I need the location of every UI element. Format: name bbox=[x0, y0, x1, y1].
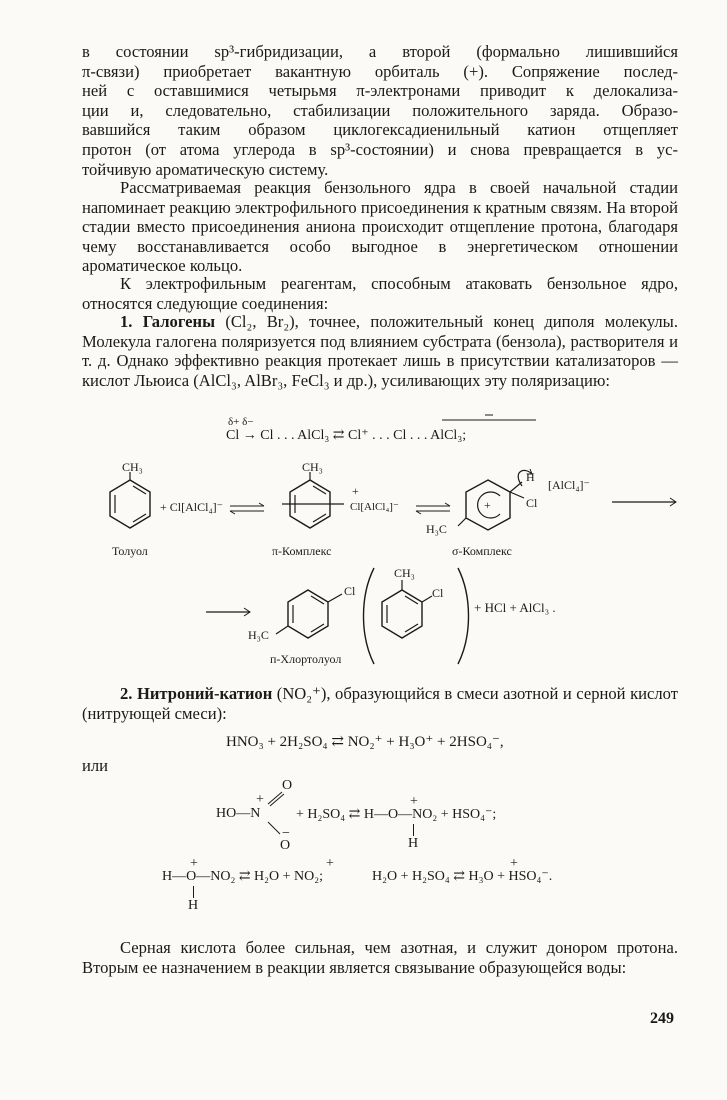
pi-ch3-label: CH₃ bbox=[302, 460, 323, 474]
item-2-text: (NO₂⁺), образующийся в смеси азотной и серной кислот (нитрующей смеси): bbox=[82, 684, 678, 723]
paragraph-3: К электрофильным реагентам, способным атаковать бензольное ядро, относятся следующие соединения: bbox=[82, 274, 678, 313]
toluene-reagent: + Cl[AlCl₄]⁻ bbox=[160, 500, 223, 514]
toluene-label: Толуол bbox=[112, 544, 148, 558]
sigma-h-label: H bbox=[526, 470, 535, 484]
nitro-top-o: O bbox=[282, 778, 293, 793]
pi-plus: + bbox=[352, 484, 359, 498]
water-protonation-equation: H₂O + H₂SO₄ ⇄ H₃O + HSO₄⁻. bbox=[372, 869, 553, 884]
decomp-plus-no2: + bbox=[326, 856, 334, 871]
pi-complex-label: π-Комплекс bbox=[272, 544, 332, 558]
page-number: 249 bbox=[650, 1010, 674, 1027]
decomp-bond bbox=[193, 886, 194, 898]
sigma-alcl4-label: [AlCl₄]⁻ bbox=[548, 478, 590, 492]
decomposition-equation: H—O—NO₂ ⇄ H₂O + NO₂; bbox=[162, 869, 324, 884]
p-chlorotoluene-structure bbox=[262, 572, 352, 652]
o-chlorotoluene-structure bbox=[372, 572, 452, 652]
paragraph-2: Рассматриваемая реакция бензольного ядра в своей начальной стадии напоминает реакцию электрофильного присоединения к кратным связям. На второй стадии вместо присоединения аниона происходит отщепление протона, благодаря чему восстанавливается особо выгодное в энергетическом отношении ароматическое кольцо. bbox=[82, 178, 678, 276]
sigma-complex-label: σ-Комплекс bbox=[452, 544, 512, 558]
para1-line: ции и, следовательно, стабилизации положительного заряда. Образо- bbox=[82, 100, 678, 120]
pi-reagent: Cl[AlCl₄]⁻ bbox=[350, 501, 399, 513]
item-1-text: (Cl₂, Br₂), точнее, положительный конец диполя молекулы. Молекула галогена поляризуется под влиянием субстрата (бензола), растворителя и т. д. Однако эффективно реакция протекает лишь в присутствии катализаторов — кислот Льюиса (AlCl₃, AlBr₃, FeCl₃ и др.), усиливающих эту поляризацию: bbox=[82, 312, 678, 390]
equilibrium-arrow-1 bbox=[228, 503, 268, 515]
nitronium-equation: HNO₃ + 2H₂SO₄ ⇄ NO₂⁺ + H₃O⁺ + 2HSO₄⁻, bbox=[226, 734, 504, 750]
para1-line: вавшийся таким образом циклогексадиенильный катион отщепляет bbox=[82, 120, 678, 140]
sigma-plus: + bbox=[484, 498, 491, 512]
paragraph-1 bbox=[82, 42, 678, 179]
products-text: + HCl + AlCl₃ . bbox=[474, 600, 556, 615]
p-chlorotoluene-label: п-Хлортолуол bbox=[270, 652, 342, 666]
paragraph-last: Серная кислота более сильная, чем азотная, и служит донором протона. Вторым ее назначением в реакции является связывание образующейся воды: bbox=[82, 938, 678, 977]
p-chloro-cl-label: Cl bbox=[344, 584, 356, 598]
para1-line: π-связи) приобретает вакантную орбиталь (+). Сопряжение послед- bbox=[82, 61, 678, 81]
equilibrium-arrow-2 bbox=[414, 503, 454, 515]
decomp-plus-o: + bbox=[190, 856, 198, 871]
protonated-plus: + bbox=[410, 794, 418, 809]
nitro-bottom-o: O bbox=[280, 838, 291, 853]
halogen-polarization-equation: Cl → Cl . . . AlCl₃ ⇄ Cl⁺ . . . Cl . . . AlCl₃; bbox=[226, 428, 467, 443]
protonated-bond bbox=[413, 824, 414, 836]
para1-line: тойчивую ароматическую систему. bbox=[82, 159, 329, 179]
para1-line: ней с оставшимися четырьмя π-электронами приводит к делокализа- bbox=[82, 81, 678, 101]
reaction-arrow-products bbox=[206, 607, 256, 617]
item-1-halogens bbox=[82, 312, 678, 390]
para1-line: в состоянии sp³-гибридизации, а второй (формально лишившийся bbox=[82, 42, 678, 61]
o-chloro-cl-label: Cl bbox=[432, 586, 444, 600]
eq1-overline bbox=[440, 412, 590, 424]
item-2-heading: 2. Нитроний-катион bbox=[120, 684, 273, 703]
sigma-complex-structure bbox=[450, 462, 570, 552]
o-chloro-ch3-label: CH₃ bbox=[394, 566, 415, 580]
bracket-right bbox=[454, 566, 474, 666]
decomp-h: H bbox=[188, 898, 199, 913]
p-chloro-h3c-label: H₃C bbox=[248, 628, 269, 642]
item-1-heading: 1. Галогены bbox=[120, 312, 216, 331]
nitro-minus: − bbox=[282, 826, 290, 841]
nitro-n-plus: + bbox=[256, 792, 264, 807]
sigma-cl-label: Cl bbox=[526, 496, 538, 510]
toluene-ch3-label: CH₃ bbox=[122, 460, 143, 474]
dipole-charges: δ+ δ− bbox=[228, 416, 254, 428]
nitric-protonation-eq: + H₂SO₄ ⇄ H—O—NO₂ + HSO₄⁻; bbox=[296, 807, 497, 822]
reaction-arrow-right bbox=[612, 497, 682, 507]
item-2-nitronium bbox=[82, 684, 678, 723]
para1-line: протон (от атома углерода в sp³-состоянии) и снова превращается в ус- bbox=[82, 139, 678, 159]
or-word: или bbox=[82, 756, 109, 775]
protonated-h: H bbox=[408, 836, 419, 851]
decomp-plus-h3o: + bbox=[510, 856, 518, 871]
nitro-ho-n: HO—N bbox=[216, 806, 261, 821]
sigma-h3c-label: H₃C bbox=[426, 522, 447, 536]
